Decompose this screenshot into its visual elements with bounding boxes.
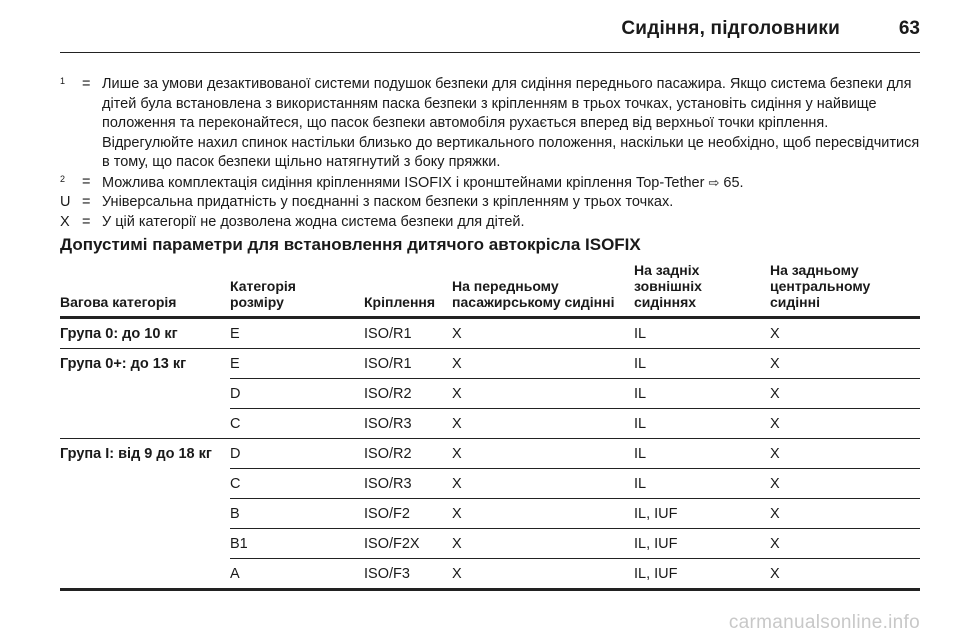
cell-weight-group <box>60 379 230 409</box>
col-header-front <box>452 262 634 318</box>
header-line: Категорія <box>230 278 296 294</box>
cell-weight-group <box>60 529 230 559</box>
header-line: Вагова категорія <box>60 294 177 310</box>
header-line: сидіннях <box>634 294 697 310</box>
footnote-text <box>102 213 922 233</box>
cell-size-class: B <box>230 499 364 529</box>
cell-rear-center-seat: X <box>770 439 920 469</box>
footnote-equals: = <box>82 173 91 190</box>
footnote-text <box>102 75 922 173</box>
cell-front-seat: X <box>452 529 634 559</box>
footnote-equals: = <box>82 194 91 210</box>
footnote <box>60 213 922 233</box>
header-line: центральному сидінні <box>770 278 871 310</box>
cell-rear-outer-seats: IL, IUF <box>634 529 770 559</box>
cell-front-seat: X <box>452 379 634 409</box>
cell-fixture: ISO/R2 <box>364 379 452 409</box>
table-row <box>60 439 920 469</box>
cell-size-class: A <box>230 559 364 590</box>
manual-page <box>60 0 920 642</box>
cell-weight-group: Група 0+: до 13 кг <box>60 349 230 379</box>
cell-size-class: C <box>230 469 364 499</box>
footnote <box>60 193 922 213</box>
table-row <box>60 559 920 590</box>
col-header-size <box>230 262 364 318</box>
cell-size-class: D <box>230 439 364 469</box>
table-row <box>60 349 920 379</box>
section-title: Допустимі параметри для встановлення дитячого автокрісла ISOFIX <box>60 235 641 254</box>
cell-weight-group <box>60 559 230 590</box>
table-header-row <box>60 262 920 318</box>
cell-rear-outer-seats: IL <box>634 325 647 342</box>
table-row <box>60 499 920 529</box>
page-reference-link[interactable]: 65. <box>723 174 744 191</box>
table-row <box>60 318 920 349</box>
cell-rear-outer-seats: IL <box>634 469 770 499</box>
reference-arrow-icon: ⇨ <box>708 174 720 190</box>
cell-rear-center-seat: X <box>770 529 920 559</box>
footnote-text-body: Універсальна придатність у поєднанні з паском безпеки з кріпленням у трьох точках. <box>102 194 674 210</box>
cell-rear-center-seat: X <box>770 349 920 379</box>
footnote-mark: 1 <box>60 76 66 86</box>
page-number: 63 <box>898 18 920 39</box>
footnote-mark: U <box>60 194 71 210</box>
cell-rear-center-seat: X <box>770 379 920 409</box>
cell-rear-center-seat: X <box>770 325 780 342</box>
header-line: зовнішніх <box>634 278 702 294</box>
cell-size-class: E <box>230 349 364 379</box>
cell-rear-outer-seats: IL <box>634 349 770 379</box>
cell-front-seat: X <box>452 499 634 529</box>
cell-rear-center-seat: X <box>770 499 920 529</box>
cell-front-seat: X <box>452 409 634 439</box>
cell-rear-outer-seats: IL <box>634 379 770 409</box>
cell-front-seat: X <box>452 325 462 342</box>
page-header <box>60 0 920 53</box>
cell-fixture: ISO/F2 <box>364 499 452 529</box>
cell-fixture: ISO/R1 <box>364 349 452 379</box>
cell-front-seat: X <box>452 349 634 379</box>
header-line: На задньому <box>770 262 859 278</box>
table-row <box>60 469 920 499</box>
col-header-fixture <box>364 262 452 318</box>
cell-fixture: ISO/F2X <box>364 529 452 559</box>
cell-weight-group <box>60 469 230 499</box>
cell-weight-group <box>60 409 230 439</box>
page-title: Сидіння, підголовники <box>621 18 840 39</box>
cell-rear-outer-seats: IL <box>634 409 770 439</box>
header-line: На задніх <box>634 262 700 278</box>
col-header-rear-outer <box>634 262 770 318</box>
cell-rear-center-seat: X <box>770 559 920 590</box>
cell-fixture: ISO/R3 <box>364 409 452 439</box>
footnote <box>60 75 922 173</box>
cell-rear-center-seat: X <box>770 469 920 499</box>
cell-fixture: ISO/R2 <box>364 439 452 469</box>
cell-size-class: D <box>230 379 364 409</box>
footnote <box>60 173 922 194</box>
footnote-text-body: Можлива комплектація сидіння кріпленнями ISOFIX і кронштейнами кріплення Top-Tether <box>102 174 705 191</box>
cell-size-class: B1 <box>230 529 364 559</box>
footnote-text <box>102 193 922 213</box>
cell-rear-outer-seats: IL, IUF <box>634 499 770 529</box>
cell-front-seat: X <box>452 469 634 499</box>
table-body <box>60 318 920 590</box>
footnote-mark: 2 <box>60 173 66 184</box>
table-row <box>60 409 920 439</box>
header-line: На передньому <box>452 278 559 294</box>
cell-size-class: E <box>230 325 240 342</box>
header-line: пасажирському сидінні <box>452 294 615 310</box>
cell-weight-group: Група 0: до 10 кг <box>60 325 178 342</box>
header-line: розміру <box>230 294 284 310</box>
cell-fixture: ISO/F3 <box>364 559 452 590</box>
footnote-equals: = <box>82 213 91 230</box>
cell-rear-outer-seats: IL, IUF <box>634 559 770 590</box>
footnote-text-body: У цій категорії не дозволена жодна система безпеки для дітей. <box>102 213 525 230</box>
footnote-equals: = <box>82 76 91 92</box>
table-row <box>60 379 920 409</box>
header-line: Кріплення <box>364 294 436 310</box>
footnote-mark: X <box>60 213 70 230</box>
cell-rear-outer-seats: IL <box>634 439 770 469</box>
cell-fixture: ISO/R1 <box>364 325 412 342</box>
cell-weight-group: Група I: від 9 до 18 кг <box>60 439 230 469</box>
watermark: carmanualsonline.info <box>728 612 920 633</box>
footnote-text <box>102 173 922 194</box>
col-header-rear-center <box>770 262 920 318</box>
col-header-weight <box>60 262 230 318</box>
cell-fixture: ISO/R3 <box>364 469 452 499</box>
footnotes <box>60 75 922 232</box>
cell-size-class: C <box>230 409 364 439</box>
table-row <box>60 529 920 559</box>
cell-rear-center-seat: X <box>770 409 920 439</box>
cell-weight-group <box>60 499 230 529</box>
footnote-text-body: Лише за умови дезактивованої системи подушок безпеки для сидіння переднього пасажира. Якщо система безпеки для дітей була встановлена з використанням паска безпеки з кріпленням в трьох точках, установіть сидіння у найвище положення та переконайтеся, що пасок безпеки автомобіля рухається вперед від верхньої точки кріплення. Відрегулюйте нахил спинок настільки близько до вертикального положення, наскільки це необхідно, щоб пересвідчитися в тому, що пасок безпеки щільно натягнутий з боку пряжки. <box>102 76 920 170</box>
isofix-table <box>60 262 920 591</box>
cell-front-seat: X <box>452 559 634 590</box>
cell-front-seat: X <box>452 439 634 469</box>
